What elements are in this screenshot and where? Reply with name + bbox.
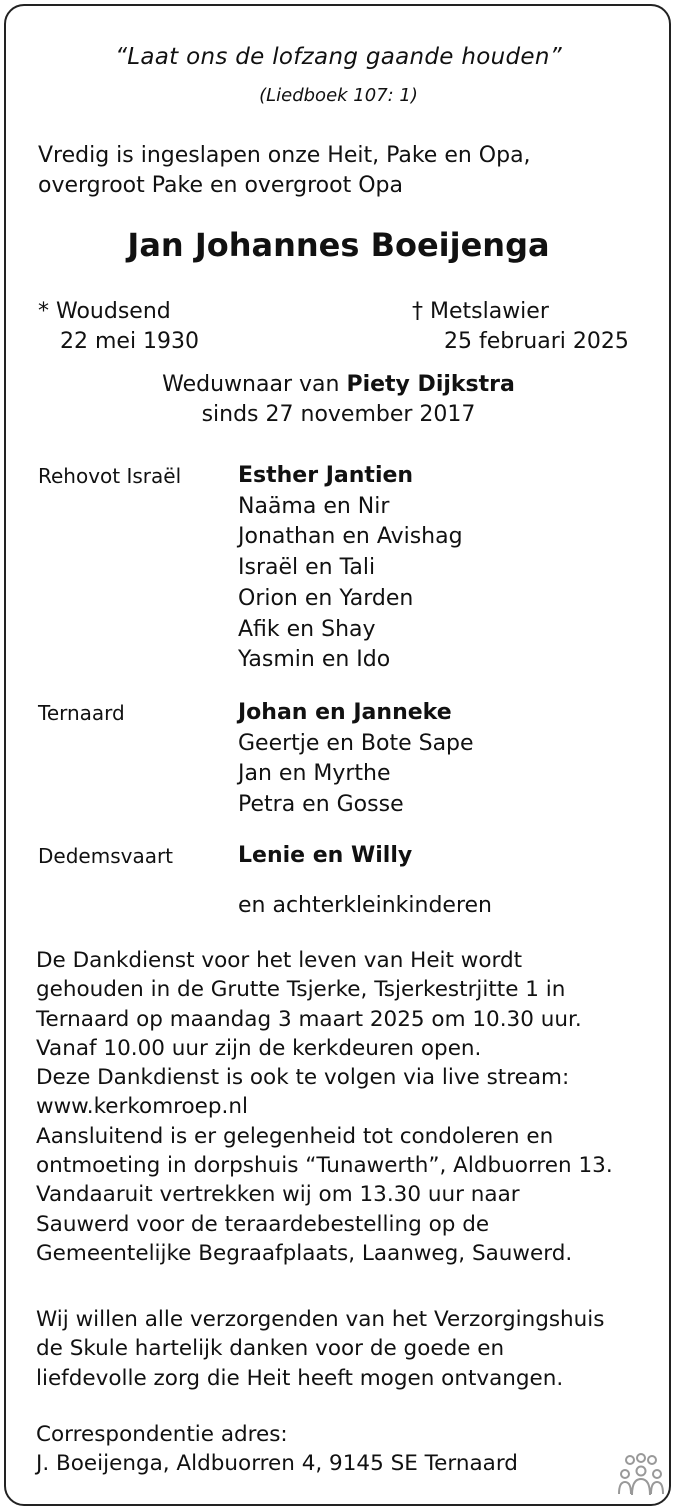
family-head: Lenie en Willy	[238, 843, 413, 868]
widower-since: sinds 27 november 2017	[201, 402, 476, 427]
intro-line: Vredig is ingeslapen onze Heit, Pake en Opa,	[38, 143, 531, 168]
family-list	[238, 841, 412, 872]
family-member: Jan en Myrthe	[238, 761, 391, 787]
quote-reference: (Liedboek 107: 1)	[259, 85, 418, 106]
great-grandchildren: en achterkleinkinderen	[238, 893, 492, 918]
family-member: Afik en Shay	[238, 616, 376, 642]
service-line: ontmoeting in dorpshuis “Tunawerth”, Aldbuorren 13.	[36, 1153, 613, 1179]
widower-prefix: Weduwnaar van	[162, 372, 347, 397]
family-member: Petra en Gosse	[238, 792, 404, 818]
birth-place: * Woudsend	[38, 299, 171, 324]
thanks-line: de Skule hartelijk danken voor de goede en	[36, 1336, 505, 1362]
people-group-icon	[616, 1452, 666, 1498]
service-line: Deze Dankdienst is ook te volgen via live stream:	[36, 1065, 570, 1091]
correspondence-label: Correspondentie adres:	[36, 1422, 288, 1447]
thanks-text	[36, 1305, 604, 1393]
birth-date: 22 mei 1930	[60, 329, 200, 354]
service-line: Gemeentelijke Begraafplaats, Laanweg, Sauwerd.	[36, 1240, 573, 1266]
family-list	[238, 698, 474, 821]
birth-info	[38, 297, 199, 357]
family-member: Yasmin en Ido	[238, 647, 391, 673]
family-place: Dedemsvaart	[38, 844, 174, 868]
family-member: Israël en Tali	[238, 555, 376, 581]
death-place: † Metslawier	[412, 299, 549, 324]
intro-text	[38, 141, 531, 201]
widower-info	[0, 370, 677, 430]
service-line: De Dankdienst voor het leven van Heit wordt	[36, 948, 523, 973]
service-line: Aansluitend is er gelegenheid tot condoleren en	[36, 1123, 554, 1149]
widower-line	[0, 370, 677, 400]
correspondence	[36, 1420, 518, 1479]
family-head: Johan en Janneke	[238, 700, 452, 725]
family-member: Naäma en Nir	[238, 493, 390, 519]
family-place: Rehovot Israël	[38, 464, 182, 488]
family-member: Geertje en Bote Sape	[238, 730, 474, 756]
death-date: 25 februari 2025	[444, 329, 629, 354]
service-line: Ternaard op maandag 3 maart 2025 om 10.30 uur.	[36, 1006, 582, 1032]
service-line: gehouden in de Grutte Tsjerke, Tsjerkestrjitte 1 in	[36, 977, 566, 1003]
death-info	[412, 297, 629, 357]
spouse-name: Piety Dijkstra	[346, 372, 515, 397]
thanks-line: liefdevolle zorg die Heit heeft mogen ontvangen.	[36, 1365, 564, 1391]
intro-line: overgroot Pake en overgroot Opa	[38, 173, 403, 198]
service-info	[36, 946, 613, 1268]
deceased-name: Jan Johannes Boeijenga	[127, 226, 550, 264]
quote: “Laat ons de lofzang gaande houden”	[115, 44, 562, 70]
service-line: Vanaf 10.00 uur zijn de kerkdeuren open.	[36, 1035, 482, 1061]
correspondence-address: J. Boeijenga, Aldbuorren 4, 9145 SE Ternaard	[36, 1451, 518, 1477]
service-line: Sauwerd voor de teraardebestelling op de	[36, 1211, 490, 1237]
thanks-line: Wij willen alle verzorgenden van het Verzorgingshuis	[36, 1307, 605, 1332]
stream-url[interactable]: www.kerkomroep.nl	[36, 1094, 248, 1120]
service-line: Vandaaruit vertrekken wij om 13.30 uur naar	[36, 1182, 520, 1208]
family-member: Orion en Yarden	[238, 585, 414, 611]
family-place: Ternaard	[38, 701, 125, 725]
family-head: Esther Jantien	[238, 463, 414, 488]
family-member: Jonathan en Avishag	[238, 524, 463, 550]
family-list	[238, 461, 463, 676]
